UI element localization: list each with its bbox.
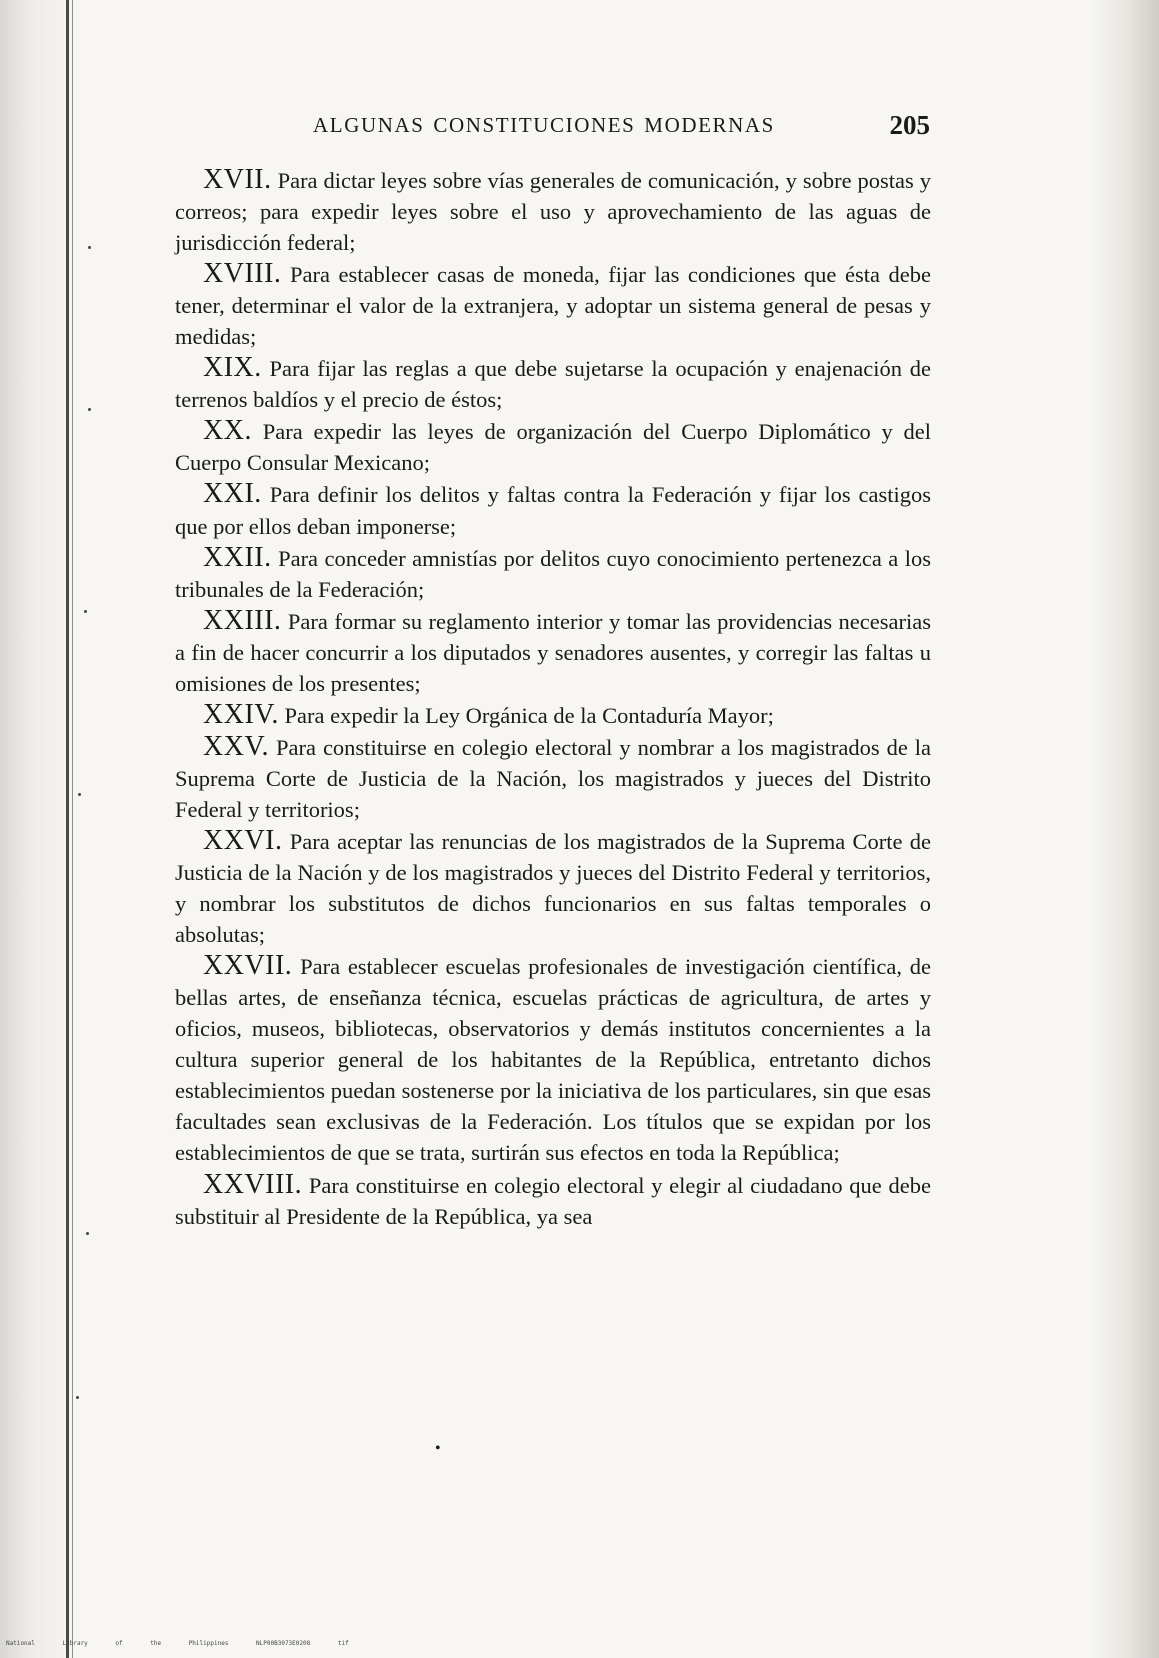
article-clause [175, 164, 931, 258]
scan-edge-noise [1089, 0, 1159, 1658]
page-header [180, 110, 940, 147]
clause-numeral: XXV. [203, 730, 270, 762]
clause-numeral: XXII. [203, 541, 272, 573]
clause-numeral: XXIII. [203, 604, 282, 636]
scan-speck [84, 610, 87, 613]
scan-speck [88, 408, 91, 411]
clause-numeral: XVII. [203, 164, 272, 195]
article-clause [175, 731, 931, 825]
page-number: 205 [889, 110, 930, 140]
clause-text: Para constituirse en colegio electoral y elegir al ciudadano que debe substituir al Presidente de la República, ya sea [175, 1172, 932, 1229]
clause-text: Para aceptar las renuncias de los magistrados de la Suprema Corte de Justicia de la Nación y de los magistrados y jueces del Distrito Federal y territorios, y nombrar los substitutos de dichos funcionarios en sus faltas temporales o absolutas; [175, 828, 932, 948]
clause-text: Para expedir la Ley Orgánica de la Contaduría Mayor; [284, 702, 774, 728]
article-clause [175, 825, 931, 950]
body-text [175, 164, 931, 1232]
clause-numeral: XVIII. [203, 258, 282, 290]
clause-text: Para definir los delitos y faltas contra la Federación y fijar los castigos que por ellos deban imponerse; [175, 482, 931, 539]
clause-numeral: XIX. [203, 352, 262, 384]
clause-text: Para establecer casas de moneda, fijar las condiciones que ésta debe tener, determinar el valor de la extranjera, y adoptar un sistema general de pesas y medidas; [175, 262, 932, 350]
scan-binding-line [66, 0, 69, 1658]
clause-text: Para expedir las leyes de organización del Cuerpo Diplomático y del Cuerpo Consular Mexicano; [175, 419, 931, 476]
clause-text: Para constituirse en colegio electoral y nombrar a los magistrados de la Suprema Corte de Justicia de la Nación, los magistrados y jueces del Distrito Federal y territorios; [175, 734, 931, 822]
clause-numeral: XXVI. [203, 824, 283, 856]
clause-numeral: XXI. [203, 478, 262, 510]
scan-binding-line-secondary [72, 0, 73, 1658]
article-clause [175, 352, 931, 415]
article-clause [175, 699, 931, 731]
clause-numeral: XX. [203, 415, 252, 447]
article-clause [175, 478, 931, 541]
article-clause [175, 1169, 931, 1232]
signature-mark: • [435, 1440, 441, 1457]
article-clause [175, 258, 931, 352]
article-clause [175, 950, 931, 1168]
running-head: ALGUNAS CONSTITUCIONES MODERNAS [313, 113, 775, 137]
clause-text: Para formar su reglamento interior y tomar las providencias necesarias a fin de hacer concurrir a los diputados y senadores ausentes, y corregir las faltas u omisiones de los presentes; [175, 608, 931, 696]
scan-speck [86, 1232, 89, 1235]
article-clause [175, 542, 931, 605]
article-clause [175, 415, 931, 478]
clause-text: Para conceder amnistías por delitos cuyo conocimiento pertenezca a los tribunales de la Federación; [175, 545, 931, 602]
scan-speck [78, 793, 81, 796]
scan-speck [76, 1396, 79, 1399]
clause-text: Para fijar las reglas a que debe sujetarse la ocupación y enajenación de terrenos baldíos y el precio de éstos; [175, 356, 932, 413]
clause-numeral: XXVII. [203, 950, 293, 982]
scan-speck [88, 246, 91, 249]
clause-text: Para dictar leyes sobre vías generales de comunicación, y sobre postas y correos; para expedir leyes sobre el uso y aprovechamiento de las aguas de jurisdicción federal; [175, 168, 932, 256]
scan-footer-stamp: National Library of the Philippines NLP00B3073E0208 tif [6, 1640, 349, 1647]
clause-text: Para establecer escuelas profesionales de investigación científica, de bellas artes, de enseñanza técnica, escuelas prácticas de agricultura, de artes y oficios, museos, bibliotecas, observatorios y demás institutos concernientes a la cultura superior general de los habitantes de la República, entretanto dichos establecimientos puedan sostenerse por la iniciativa de los particulares, sin que esas facultades sean exclusivas de la Federación. Los títulos que se expidan por los establecimientos de que se trata, surtirán sus efectos en toda la República; [175, 954, 931, 1166]
clause-numeral: XXIV. [203, 698, 279, 730]
article-clause [175, 605, 931, 699]
clause-numeral: XXVIII. [203, 1168, 303, 1200]
